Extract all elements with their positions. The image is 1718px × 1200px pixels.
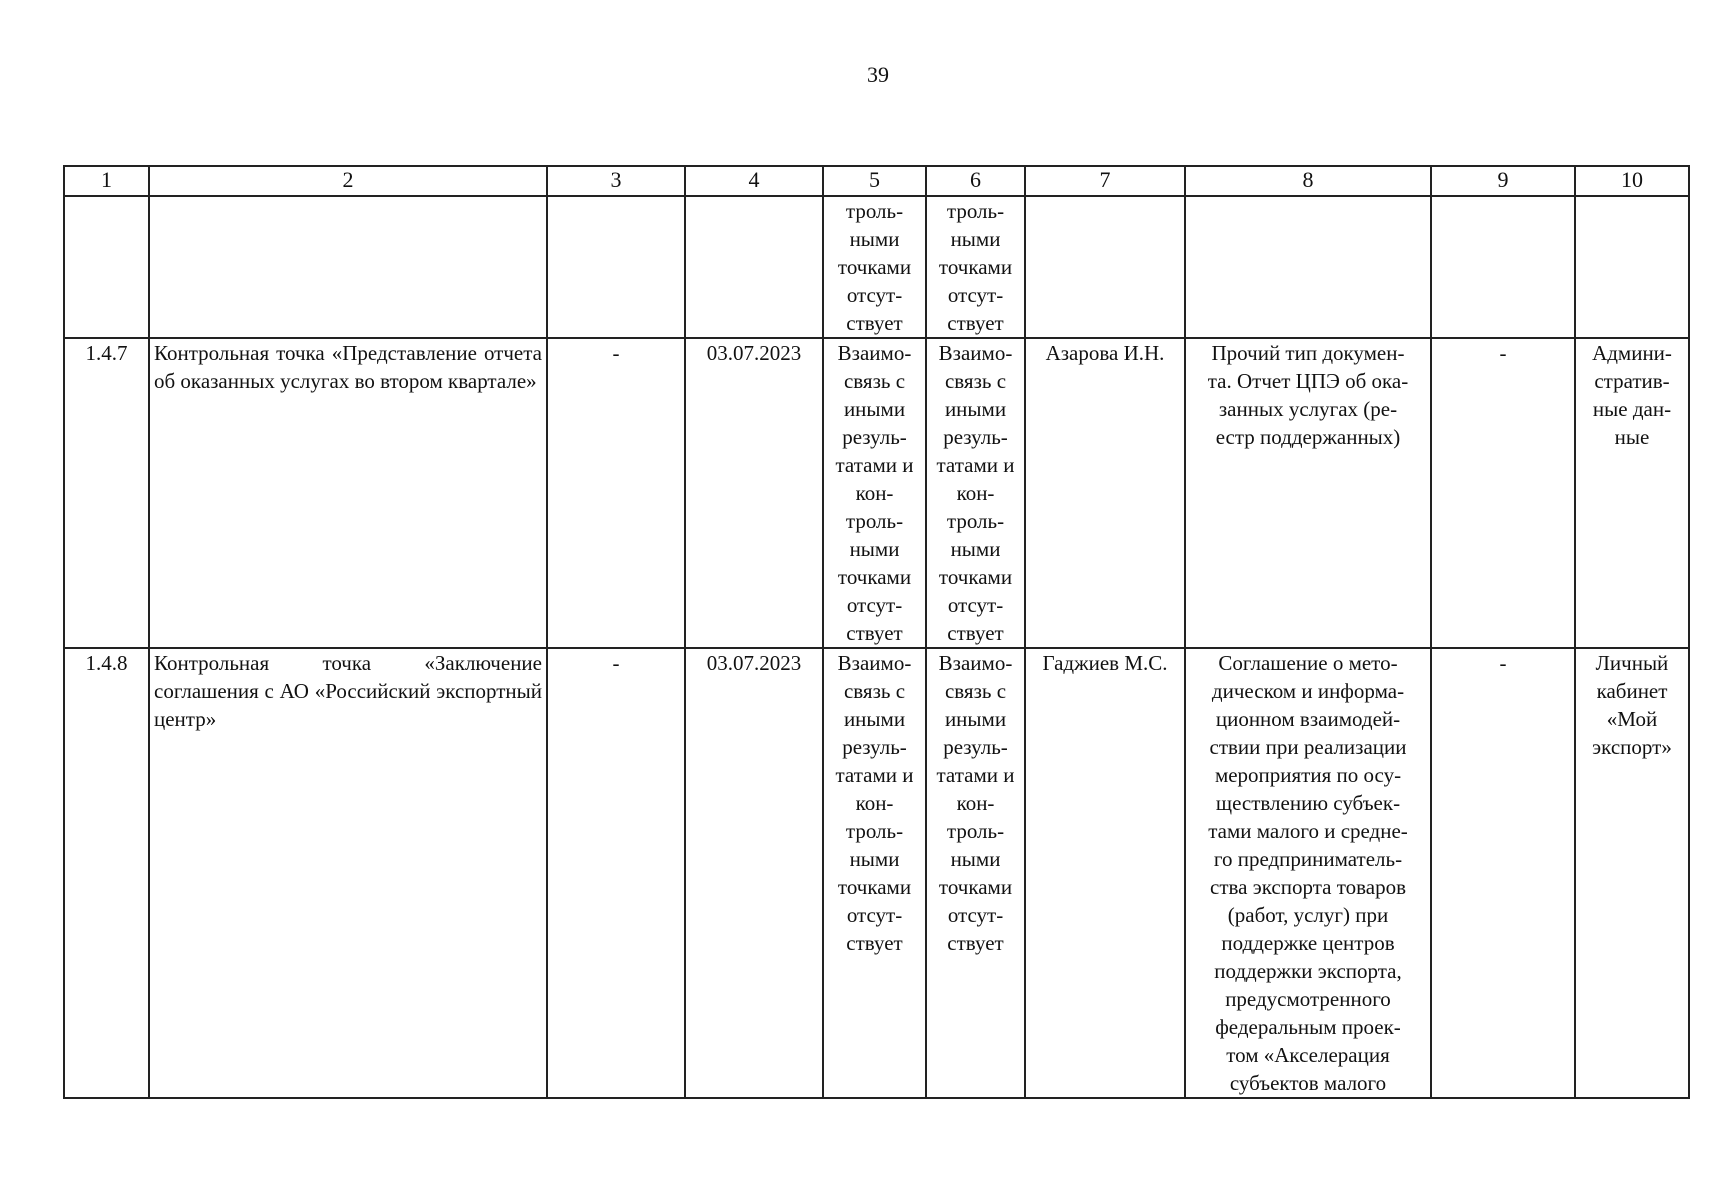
cell-line: ционном взаимодей-: [1215, 707, 1401, 731]
cell-line: экспорт»: [1592, 735, 1672, 759]
col-header: 6: [926, 166, 1025, 196]
cell-line: отсут-: [846, 593, 903, 617]
row-source: [1575, 196, 1689, 338]
cell-line: Личный: [1595, 651, 1669, 675]
col-header: 9: [1431, 166, 1575, 196]
row-responsible: [1025, 196, 1185, 338]
row-document: [1185, 338, 1431, 648]
col-header: 4: [685, 166, 823, 196]
cell-line: стратив-: [1594, 369, 1670, 393]
cell-line: кон-: [956, 791, 995, 815]
cell-line: отсут-: [947, 903, 1004, 927]
row-col5: [823, 648, 926, 1098]
row-date: 03.07.2023: [685, 648, 823, 1098]
cell-line: троль-: [845, 199, 904, 223]
cell-line: троль-: [845, 509, 904, 533]
cell-line: татами и: [936, 763, 1015, 787]
cell-line: Взаимо-: [938, 341, 1013, 365]
cell-line: Взаимо-: [938, 651, 1013, 675]
cell-line: отсут-: [846, 283, 903, 307]
row-document: [1185, 196, 1431, 338]
cell-line: связь с: [843, 679, 906, 703]
cell-line: та. Отчет ЦПЭ об ока-: [1207, 369, 1409, 393]
cell-line: ные: [1614, 425, 1650, 449]
cell-line: точками: [837, 565, 912, 589]
col-header: 5: [823, 166, 926, 196]
cell-line: иными: [843, 397, 906, 421]
cell-line: точками: [837, 255, 912, 279]
cell-line: занных услугах (ре-: [1218, 397, 1398, 421]
cell-line: резуль-: [943, 735, 1008, 759]
cell-line: ными: [849, 847, 900, 871]
cell-line: Взаимо-: [837, 651, 912, 675]
row-col6: [926, 196, 1025, 338]
cell-line: точками: [837, 875, 912, 899]
cell-line: Соглашение о мето-: [1218, 651, 1398, 675]
row-col3: -: [547, 338, 685, 648]
row-number: [64, 196, 149, 338]
table-row: [64, 338, 1689, 648]
cell-line: ными: [950, 537, 1001, 561]
cell-line: ства экспорта товаров: [1210, 875, 1406, 899]
col-header: 2: [149, 166, 547, 196]
schedule-table: [63, 165, 1690, 1099]
row-source: [1575, 648, 1689, 1098]
row-col9: -: [1431, 648, 1575, 1098]
cell-line: поддержки экспорта,: [1214, 959, 1402, 983]
row-col6: [926, 648, 1025, 1098]
cell-line: том «Акселерация: [1226, 1043, 1390, 1067]
row-date: [685, 196, 823, 338]
cell-line: ными: [950, 227, 1001, 251]
cell-line: иными: [944, 397, 1007, 421]
cell-line: ствует: [846, 931, 903, 955]
cell-line: «Мой: [1606, 707, 1658, 731]
cell-line: точками: [938, 565, 1013, 589]
row-col6: [926, 338, 1025, 648]
cell-line: Прочий тип докумен-: [1211, 341, 1405, 365]
cell-line: связь с: [944, 679, 1007, 703]
cell-line: ными: [950, 847, 1001, 871]
col-header: 10: [1575, 166, 1689, 196]
cell-line: субъектов малого: [1229, 1071, 1387, 1095]
col-header: 3: [547, 166, 685, 196]
cell-line: троль-: [946, 819, 1005, 843]
header-row: [64, 166, 1689, 196]
table-row: [64, 648, 1689, 1098]
col-header: 8: [1185, 166, 1431, 196]
cell-line: ствии при реализации: [1209, 735, 1407, 759]
cell-line: троль-: [946, 199, 1005, 223]
cell-line: поддержке центров: [1221, 931, 1395, 955]
row-col5: [823, 196, 926, 338]
row-title: Контрольная точка «Представление отчета об оказанных услугах во втором квартале»: [149, 338, 547, 648]
cell-line: точками: [938, 255, 1013, 279]
cell-line: связь с: [843, 369, 906, 393]
cell-line: отсут-: [846, 903, 903, 927]
col-header: 7: [1025, 166, 1185, 196]
cell-line: ществлению субъек-: [1215, 791, 1401, 815]
cell-line: троль-: [845, 819, 904, 843]
cell-line: федеральным проек-: [1215, 1015, 1401, 1039]
cell-line: иными: [843, 707, 906, 731]
cell-line: кон-: [855, 481, 894, 505]
row-col5: [823, 338, 926, 648]
cell-line: кон-: [956, 481, 995, 505]
cell-line: кабинет: [1596, 679, 1668, 703]
row-col3: [547, 196, 685, 338]
row-col3: -: [547, 648, 685, 1098]
row-col9: [1431, 196, 1575, 338]
cell-line: ными: [849, 227, 900, 251]
cell-line: татами и: [835, 763, 914, 787]
cell-line: предусмотренного: [1225, 987, 1391, 1011]
row-source: [1575, 338, 1689, 648]
cell-line: отсут-: [947, 283, 1004, 307]
cell-line: ствует: [846, 311, 903, 335]
cell-line: кон-: [855, 791, 894, 815]
table-row: [64, 196, 1689, 338]
cell-line: ствует: [947, 621, 1004, 645]
cell-line: ствует: [947, 311, 1004, 335]
cell-line: татами и: [936, 453, 1015, 477]
row-document: [1185, 648, 1431, 1098]
cell-line: иными: [944, 707, 1007, 731]
cell-line: тами малого и средне-: [1208, 819, 1408, 843]
row-col9: -: [1431, 338, 1575, 648]
cell-line: ствует: [947, 931, 1004, 955]
cell-line: (работ, услуг) при: [1227, 903, 1389, 927]
cell-line: резуль-: [842, 425, 907, 449]
cell-line: татами и: [835, 453, 914, 477]
page-number: 39: [867, 62, 889, 87]
cell-line: резуль-: [842, 735, 907, 759]
cell-line: троль-: [946, 509, 1005, 533]
cell-line: отсут-: [947, 593, 1004, 617]
cell-line: связь с: [944, 369, 1007, 393]
cell-line: ствует: [846, 621, 903, 645]
row-title: [149, 196, 547, 338]
row-responsible: Азарова И.Н.: [1025, 338, 1185, 648]
row-number: 1.4.8: [64, 648, 149, 1098]
cell-line: го предприниматель-: [1213, 847, 1403, 871]
row-title: Контрольная точка «Заключение соглашения с АО «Российский экспортный центр»: [149, 648, 547, 1098]
col-header: 1: [64, 166, 149, 196]
cell-line: точками: [938, 875, 1013, 899]
cell-line: дическом и информа-: [1211, 679, 1405, 703]
row-responsible: Гаджиев М.С.: [1025, 648, 1185, 1098]
row-date: 03.07.2023: [685, 338, 823, 648]
cell-line: ными: [849, 537, 900, 561]
cell-line: Взаимо-: [837, 341, 912, 365]
cell-line: ные дан-: [1592, 397, 1672, 421]
row-number: 1.4.7: [64, 338, 149, 648]
cell-line: мероприятия по осу-: [1214, 763, 1402, 787]
cell-line: естр поддержанных): [1215, 425, 1401, 449]
cell-line: резуль-: [943, 425, 1008, 449]
cell-line: Админи-: [1592, 341, 1672, 365]
